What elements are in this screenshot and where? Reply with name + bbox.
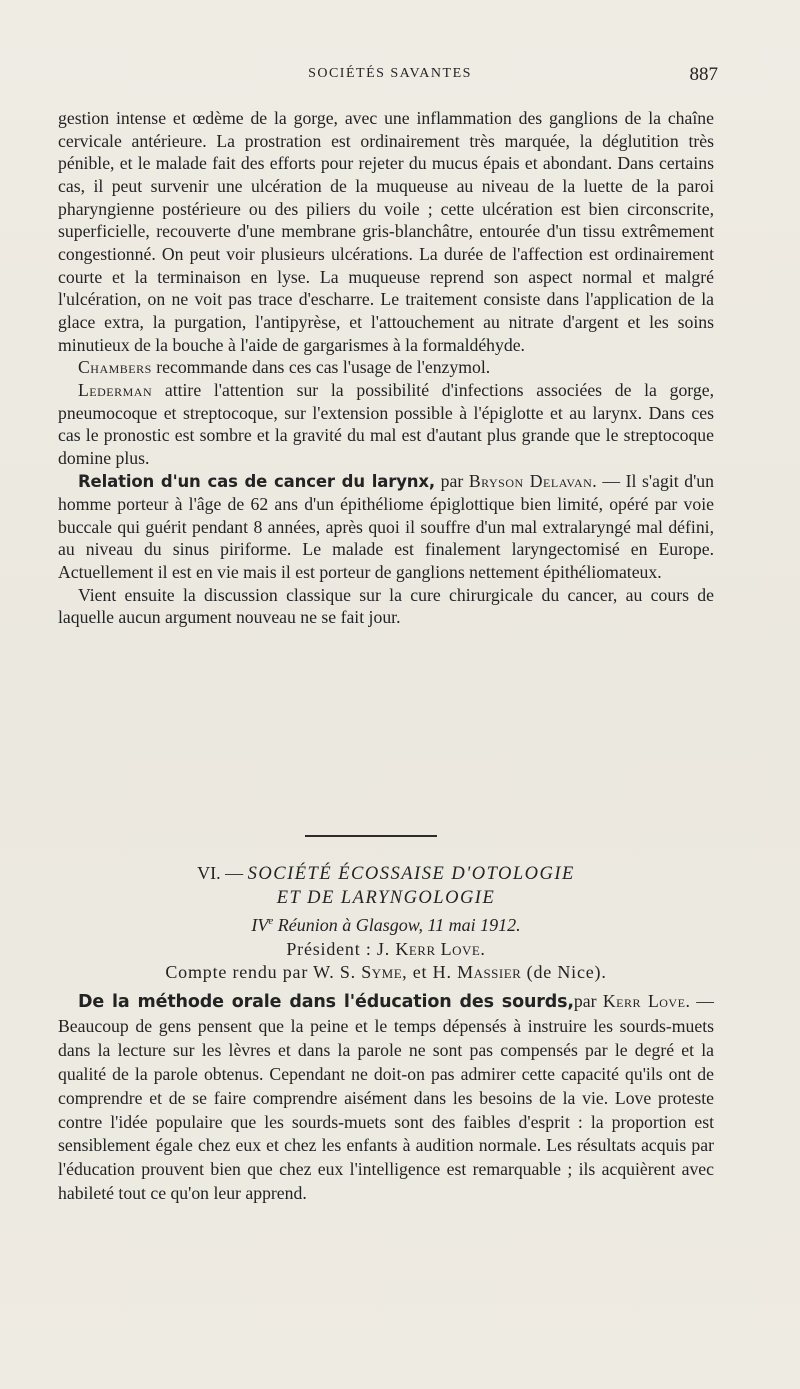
section-divider	[305, 835, 437, 837]
section-title-line2: ET DE LARYNGOLOGIE	[276, 887, 496, 908]
president-end: .	[480, 938, 486, 959]
reporter-name: Massier	[457, 962, 522, 982]
report-end: (de Nice).	[521, 962, 607, 982]
paragraph-text: attire l'attention sur la possibilité d'infections associées de la gorge, pneumocoque et streptocoque, sur l'extension possible à l'épiglotte et au larynx. Dans ces cas le pronostic est sombre et la gravité du mal est d'autant plus grande que le streptocoque domine plus.	[58, 379, 714, 468]
reporter-name: Syme	[361, 962, 403, 982]
section-title: SOCIÉTÉ ÉCOSSAISE D'OTOLOGIE	[247, 864, 575, 884]
president-line	[58, 938, 714, 962]
report-line	[58, 961, 714, 985]
president-label: Président : J.	[286, 938, 396, 959]
author-name: Lederman	[78, 379, 153, 400]
section-text	[58, 990, 714, 1206]
page-header	[0, 64, 800, 88]
meeting-place-date: Réunion à Glasgow, 11 mai 1912.	[273, 915, 521, 935]
paragraph-discussion: Vient ensuite la discussion classique sur la cure chirurgicale du cancer, au cours de laquelle aucun argument nouveau ne se fait jour.	[58, 584, 714, 628]
meeting-superscript: e	[268, 915, 274, 927]
author-name: Bryson Delavan	[468, 470, 593, 491]
par-word: par	[435, 470, 469, 491]
section-number: VI. —	[197, 863, 248, 883]
paragraph-relation	[58, 470, 714, 584]
author-name: Chambers	[78, 357, 152, 378]
author-name: Kerr Love	[602, 991, 686, 1011]
article-title: Relation d'un cas de cancer du larynx,	[78, 471, 436, 491]
paragraph-text: . — Beaucoup de gens pensent que la peine et le temps dépensés à instruire les sourds-muets dans la lecture sur les lèvres et dans la parole ne sont pas compensés par le degré et la qualité de la parole obtenus. Cependant ne doit-on pas admirer cette capacité qu'ils ont de comprendre et de se faire comprendre aisément dans les besoins de la vie. Love proteste contre l'idée populaire que les sourds-muets sont des faibles d'esprit : la proportion est sensiblement égale chez eux et chez les enfants à audition normale. Les résultats acquis par l'éducation prouvent bien que chez eux l'intelligence est remarquable ; ils acquièrent avec habileté tout ce qu'on leur apprend.	[58, 991, 714, 1204]
running-title: SOCIÉTÉS SAVANTES	[308, 66, 472, 81]
page-number: 887	[689, 64, 718, 85]
meeting-number: IV	[251, 915, 269, 935]
paragraph-methode	[58, 990, 714, 1206]
section-heading	[58, 862, 714, 985]
section-title-line1	[58, 862, 714, 887]
meeting-info	[58, 910, 714, 938]
paragraph-text: recommande dans ces cas l'usage de l'enzymol.	[151, 357, 491, 378]
main-text	[58, 107, 714, 629]
article-title: De la méthode orale dans l'éducation des sourds,	[78, 992, 574, 1012]
paragraph-chambers	[58, 356, 714, 379]
paragraph-lederman	[58, 379, 714, 470]
paragraph-continued: gestion intense et œdème de la gorge, avec une inflammation des ganglions de la chaîne cervicale antérieure. La prostration est ordinairement très marquée, la déglutition très pénible, et le malade fait des efforts pour rejeter du mucus épais et abondant. Dans certains cas, il peut survenir une ulcération de la muqueuse au niveau de la luette de la paroi pharyngienne postérieure ou des piliers du voile ; cette ulcération est bien circonscrite, superficielle, recouverte d'une membrane gris-blanchâtre, entourée d'un tissu extrêmement congestionné. On peut voir plusieurs ulcérations. La durée de l'affection est ordinairement courte et la terminaison en lyse. La muqueuse reprend son aspect normal et malgré l'ulcération, on ne voit pas trace d'escharre. Le traitement consiste dans l'application de la glace extra, la purgation, l'antipyrèse, et l'attouchement au nitrate d'argent et les soins minutieux de la bouche à l'aide de gargarismes à la formaldéhyde.	[58, 108, 714, 355]
report-mid: , et H.	[402, 962, 458, 982]
par-word: par	[573, 991, 603, 1011]
paragraph-text: . — Il s'agit d'un homme porteur à l'âge de 62 ans d'un épithéliome épiglottique bien limité, opéré par voie buccale qui guérit pendant 8 années, après quoi il souffre d'un mal extralaryngé mal défini, au niveau du sinus piriforme. Le malade est finalement laryngectomisé en Europe. Actuellement il est en vie mais il est porteur de ganglions nettement épithéliomateux.	[58, 470, 714, 583]
president-name: Kerr Love	[395, 938, 481, 959]
report-prefix: Compte rendu par W. S.	[165, 962, 362, 982]
